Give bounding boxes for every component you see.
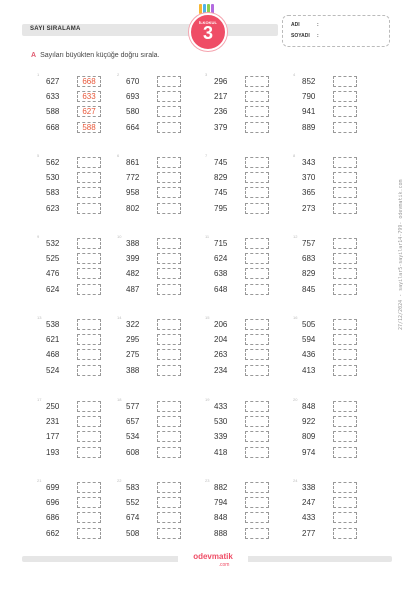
answer-box[interactable] bbox=[333, 203, 357, 214]
answer-box[interactable] bbox=[245, 497, 269, 508]
answer-box[interactable] bbox=[333, 91, 357, 102]
given-number: 922 bbox=[302, 417, 316, 426]
problem-number: 1 bbox=[37, 72, 40, 77]
given-number: 433 bbox=[302, 513, 316, 522]
given-number: 941 bbox=[302, 107, 316, 116]
name-label: ADI bbox=[291, 22, 300, 28]
instruction-marker: A bbox=[31, 52, 37, 59]
given-number: 696 bbox=[46, 498, 60, 507]
answer-box[interactable] bbox=[157, 365, 181, 376]
given-number: 534 bbox=[126, 432, 140, 441]
given-number: 273 bbox=[302, 204, 316, 213]
given-number: 296 bbox=[214, 77, 228, 86]
given-number: 236 bbox=[214, 107, 228, 116]
given-number: 177 bbox=[46, 432, 60, 441]
answer-box[interactable] bbox=[245, 157, 269, 168]
answer-box[interactable] bbox=[77, 401, 101, 412]
problem-block bbox=[205, 478, 279, 554]
answer-box[interactable] bbox=[333, 122, 357, 133]
answer-box[interactable] bbox=[333, 482, 357, 493]
given-number: 322 bbox=[126, 320, 140, 329]
given-number: 505 bbox=[302, 320, 316, 329]
given-number: 664 bbox=[126, 123, 140, 132]
given-number: 379 bbox=[214, 123, 228, 132]
given-number: 263 bbox=[214, 350, 228, 359]
given-number: 418 bbox=[214, 448, 228, 457]
given-number: 476 bbox=[46, 269, 60, 278]
answer-box[interactable] bbox=[333, 319, 357, 330]
answer-box[interactable] bbox=[157, 122, 181, 133]
given-number: 588 bbox=[46, 107, 60, 116]
given-number: 861 bbox=[126, 158, 140, 167]
answer-box[interactable] bbox=[157, 431, 181, 442]
answer-box[interactable] bbox=[245, 268, 269, 279]
given-number: 562 bbox=[46, 158, 60, 167]
given-number: 594 bbox=[302, 335, 316, 344]
given-number: 193 bbox=[46, 448, 60, 457]
given-number: 433 bbox=[214, 402, 228, 411]
answer-box[interactable] bbox=[333, 284, 357, 295]
answer-box[interactable] bbox=[77, 319, 101, 330]
name-box bbox=[282, 15, 390, 47]
given-number: 958 bbox=[126, 188, 140, 197]
problem-block bbox=[293, 315, 367, 391]
answer-box[interactable]: 668 bbox=[77, 76, 101, 87]
given-number: 413 bbox=[302, 366, 316, 375]
given-number: 234 bbox=[214, 366, 228, 375]
problem-block bbox=[205, 72, 279, 148]
answer-box[interactable] bbox=[157, 76, 181, 87]
answer-box[interactable] bbox=[333, 431, 357, 442]
name-colon: : bbox=[317, 22, 319, 28]
answer-box[interactable] bbox=[245, 447, 269, 458]
given-number: 217 bbox=[214, 92, 228, 101]
answer-box[interactable] bbox=[245, 319, 269, 330]
given-number: 436 bbox=[302, 350, 316, 359]
answer-box[interactable] bbox=[77, 334, 101, 345]
given-number: 532 bbox=[46, 239, 60, 248]
given-number: 845 bbox=[302, 285, 316, 294]
grade-badge-label: İLKOKUL bbox=[199, 20, 217, 25]
given-number: 848 bbox=[214, 513, 228, 522]
given-number: 745 bbox=[214, 188, 228, 197]
given-number: 829 bbox=[214, 173, 228, 182]
problem-number: 2 bbox=[117, 72, 120, 77]
answer-box[interactable] bbox=[157, 447, 181, 458]
answer-box[interactable] bbox=[77, 253, 101, 264]
logo-main: odevmatik bbox=[193, 552, 233, 561]
answer-box[interactable] bbox=[333, 238, 357, 249]
given-number: 715 bbox=[214, 239, 228, 248]
answer-box[interactable] bbox=[333, 268, 357, 279]
problem-block bbox=[205, 315, 279, 391]
given-number: 657 bbox=[126, 417, 140, 426]
problem-number: 13 bbox=[37, 315, 42, 320]
answer-box[interactable] bbox=[77, 238, 101, 249]
given-number: 974 bbox=[302, 448, 316, 457]
given-number: 882 bbox=[214, 483, 228, 492]
answer-box[interactable] bbox=[157, 157, 181, 168]
answer-box[interactable] bbox=[77, 431, 101, 442]
given-number: 250 bbox=[46, 402, 60, 411]
answer-box[interactable] bbox=[77, 203, 101, 214]
answer-box[interactable] bbox=[157, 334, 181, 345]
answer-box[interactable] bbox=[77, 482, 101, 493]
problem-number: 19 bbox=[205, 397, 210, 402]
given-number: 889 bbox=[302, 123, 316, 132]
answer-box[interactable] bbox=[245, 431, 269, 442]
surname-colon: : bbox=[317, 33, 319, 39]
answer-box[interactable] bbox=[157, 253, 181, 264]
given-number: 538 bbox=[46, 320, 60, 329]
answer-box[interactable] bbox=[77, 416, 101, 427]
given-number: 583 bbox=[126, 483, 140, 492]
given-number: 624 bbox=[46, 285, 60, 294]
answer-box[interactable] bbox=[333, 76, 357, 87]
given-number: 370 bbox=[302, 173, 316, 182]
given-number: 482 bbox=[126, 269, 140, 278]
given-number: 247 bbox=[302, 498, 316, 507]
given-number: 623 bbox=[46, 204, 60, 213]
answer-box[interactable] bbox=[77, 447, 101, 458]
answer-box[interactable] bbox=[77, 365, 101, 376]
answer-box[interactable] bbox=[77, 172, 101, 183]
answer-box[interactable] bbox=[245, 238, 269, 249]
given-number: 638 bbox=[214, 269, 228, 278]
given-number: 809 bbox=[302, 432, 316, 441]
problem-number: 20 bbox=[293, 397, 298, 402]
answer-box[interactable] bbox=[333, 401, 357, 412]
given-number: 888 bbox=[214, 529, 228, 538]
problem-block bbox=[293, 397, 367, 473]
given-number: 577 bbox=[126, 402, 140, 411]
logo-sub: .com bbox=[218, 562, 230, 568]
given-number: 524 bbox=[46, 366, 60, 375]
answer-box[interactable] bbox=[157, 238, 181, 249]
given-number: 794 bbox=[214, 498, 228, 507]
answer-box[interactable] bbox=[77, 284, 101, 295]
problem-block bbox=[37, 153, 111, 229]
problem-number: 14 bbox=[117, 315, 122, 320]
given-number: 608 bbox=[126, 448, 140, 457]
problem-number: 15 bbox=[205, 315, 210, 320]
problem-number: 3 bbox=[205, 72, 208, 77]
problem-block bbox=[205, 234, 279, 310]
problem-block bbox=[293, 153, 367, 229]
given-number: 772 bbox=[126, 173, 140, 182]
given-number: 621 bbox=[46, 335, 60, 344]
problem-block bbox=[293, 72, 367, 148]
problem-number: 21 bbox=[37, 478, 42, 483]
answer-box[interactable] bbox=[245, 187, 269, 198]
given-number: 552 bbox=[126, 498, 140, 507]
answer-box[interactable] bbox=[245, 512, 269, 523]
answer-box[interactable] bbox=[245, 416, 269, 427]
given-number: 662 bbox=[46, 529, 60, 538]
answer-box[interactable]: 627 bbox=[77, 106, 101, 117]
answer-box[interactable] bbox=[333, 349, 357, 360]
answer-box[interactable] bbox=[333, 106, 357, 117]
worksheet-title: SAYI SIRALAMA bbox=[30, 26, 81, 32]
answer-box[interactable] bbox=[157, 349, 181, 360]
problem-block bbox=[37, 478, 111, 554]
given-number: 757 bbox=[302, 239, 316, 248]
given-number: 580 bbox=[126, 107, 140, 116]
answer-box[interactable] bbox=[333, 497, 357, 508]
given-number: 231 bbox=[46, 417, 60, 426]
answer-box[interactable] bbox=[157, 91, 181, 102]
answer-box[interactable] bbox=[333, 512, 357, 523]
answer-box[interactable] bbox=[333, 172, 357, 183]
answer-box[interactable] bbox=[245, 401, 269, 412]
given-number: 683 bbox=[302, 254, 316, 263]
answer-box[interactable] bbox=[157, 172, 181, 183]
given-number: 795 bbox=[214, 204, 228, 213]
given-number: 848 bbox=[302, 402, 316, 411]
answer-box[interactable] bbox=[245, 76, 269, 87]
answer-box[interactable] bbox=[77, 512, 101, 523]
answer-box[interactable] bbox=[157, 482, 181, 493]
given-number: 530 bbox=[46, 173, 60, 182]
given-number: 624 bbox=[214, 254, 228, 263]
given-number: 206 bbox=[214, 320, 228, 329]
answer-box[interactable] bbox=[157, 319, 181, 330]
given-number: 670 bbox=[126, 77, 140, 86]
problem-number: 6 bbox=[117, 153, 120, 158]
problem-block bbox=[117, 72, 191, 148]
problem-block bbox=[117, 234, 191, 310]
answer-box[interactable] bbox=[157, 203, 181, 214]
given-number: 686 bbox=[46, 513, 60, 522]
answer-box[interactable] bbox=[333, 157, 357, 168]
answer-box[interactable]: 633 bbox=[77, 91, 101, 102]
given-number: 583 bbox=[46, 188, 60, 197]
footer-logo bbox=[178, 552, 248, 572]
answer-box[interactable] bbox=[245, 365, 269, 376]
answer-box[interactable] bbox=[77, 349, 101, 360]
answer-box[interactable] bbox=[77, 157, 101, 168]
given-number: 530 bbox=[214, 417, 228, 426]
given-number: 399 bbox=[126, 254, 140, 263]
answer-box[interactable] bbox=[77, 497, 101, 508]
problem-number: 11 bbox=[205, 234, 210, 239]
given-number: 674 bbox=[126, 513, 140, 522]
given-number: 388 bbox=[126, 239, 140, 248]
surname-label: SOYADI bbox=[291, 33, 310, 39]
answer-box[interactable] bbox=[333, 365, 357, 376]
given-number: 343 bbox=[302, 158, 316, 167]
answer-box[interactable] bbox=[157, 268, 181, 279]
given-number: 365 bbox=[302, 188, 316, 197]
answer-box[interactable] bbox=[245, 122, 269, 133]
problem-number: 16 bbox=[293, 315, 298, 320]
problem-block bbox=[37, 397, 111, 473]
answer-box[interactable] bbox=[245, 203, 269, 214]
answer-box[interactable] bbox=[245, 253, 269, 264]
answer-box[interactable] bbox=[77, 187, 101, 198]
answer-box[interactable] bbox=[157, 497, 181, 508]
problem-number: 4 bbox=[293, 72, 296, 77]
problem-number: 22 bbox=[117, 478, 122, 483]
answer-box[interactable] bbox=[157, 528, 181, 539]
problem-block bbox=[117, 478, 191, 554]
grade-badge-number: 3 bbox=[202, 23, 213, 43]
problem-number: 5 bbox=[37, 153, 40, 158]
answer-box[interactable] bbox=[157, 187, 181, 198]
given-number: 852 bbox=[302, 77, 316, 86]
problem-number: 17 bbox=[37, 397, 42, 402]
given-number: 802 bbox=[126, 204, 140, 213]
given-number: 275 bbox=[126, 350, 140, 359]
given-number: 745 bbox=[214, 158, 228, 167]
given-number: 829 bbox=[302, 269, 316, 278]
answer-box[interactable] bbox=[333, 253, 357, 264]
given-number: 468 bbox=[46, 350, 60, 359]
answer-box[interactable] bbox=[245, 334, 269, 345]
answer-box[interactable] bbox=[157, 512, 181, 523]
answer-box[interactable] bbox=[333, 447, 357, 458]
answer-box[interactable] bbox=[157, 106, 181, 117]
answer-box[interactable] bbox=[77, 528, 101, 539]
given-number: 388 bbox=[126, 366, 140, 375]
answer-box[interactable] bbox=[333, 334, 357, 345]
problem-block bbox=[37, 234, 111, 310]
given-number: 525 bbox=[46, 254, 60, 263]
problem-block bbox=[37, 315, 111, 391]
given-number: 633 bbox=[46, 92, 60, 101]
answer-box[interactable] bbox=[245, 91, 269, 102]
problem-block bbox=[117, 153, 191, 229]
problem-number: 23 bbox=[205, 478, 210, 483]
answer-box[interactable] bbox=[245, 284, 269, 295]
answer-box[interactable] bbox=[245, 172, 269, 183]
given-number: 295 bbox=[126, 335, 140, 344]
problem-number: 18 bbox=[117, 397, 122, 402]
problem-number: 12 bbox=[293, 234, 298, 239]
instruction bbox=[31, 52, 160, 59]
given-number: 699 bbox=[46, 483, 60, 492]
problem-block bbox=[293, 478, 367, 554]
answer-box[interactable] bbox=[77, 268, 101, 279]
given-number: 668 bbox=[46, 123, 60, 132]
given-number: 508 bbox=[126, 529, 140, 538]
answer-box[interactable] bbox=[157, 416, 181, 427]
given-number: 693 bbox=[126, 92, 140, 101]
given-number: 339 bbox=[214, 432, 228, 441]
answer-box[interactable] bbox=[245, 482, 269, 493]
answer-box[interactable] bbox=[245, 528, 269, 539]
given-number: 277 bbox=[302, 529, 316, 538]
given-number: 627 bbox=[46, 77, 60, 86]
problem-block bbox=[205, 397, 279, 473]
problem-block bbox=[37, 72, 111, 148]
grade-badge bbox=[189, 13, 227, 51]
given-number: 338 bbox=[302, 483, 316, 492]
problem-number: 7 bbox=[205, 153, 208, 158]
answer-box[interactable] bbox=[333, 416, 357, 427]
answer-box[interactable] bbox=[157, 284, 181, 295]
answer-box[interactable] bbox=[333, 528, 357, 539]
answer-box[interactable]: 588 bbox=[77, 122, 101, 133]
answer-box[interactable] bbox=[245, 106, 269, 117]
given-number: 790 bbox=[302, 92, 316, 101]
answer-box[interactable] bbox=[245, 349, 269, 360]
given-number: 648 bbox=[214, 285, 228, 294]
problem-number: 24 bbox=[293, 478, 298, 483]
problem-block bbox=[205, 153, 279, 229]
problem-block bbox=[293, 234, 367, 310]
given-number: 487 bbox=[126, 285, 140, 294]
problem-number: 9 bbox=[37, 234, 40, 239]
answer-box[interactable] bbox=[157, 401, 181, 412]
given-number: 204 bbox=[214, 335, 228, 344]
problem-block bbox=[117, 315, 191, 391]
side-credit: 27/12/2024 - sayilar5-sayilar14-799- odevmatik.com bbox=[398, 179, 404, 330]
problem-number: 8 bbox=[293, 153, 296, 158]
answer-box[interactable] bbox=[333, 187, 357, 198]
problem-number: 10 bbox=[117, 234, 122, 239]
problem-block bbox=[117, 397, 191, 473]
instruction-text: Sayıları büyükten küçüğe doğru sırala. bbox=[40, 52, 160, 59]
